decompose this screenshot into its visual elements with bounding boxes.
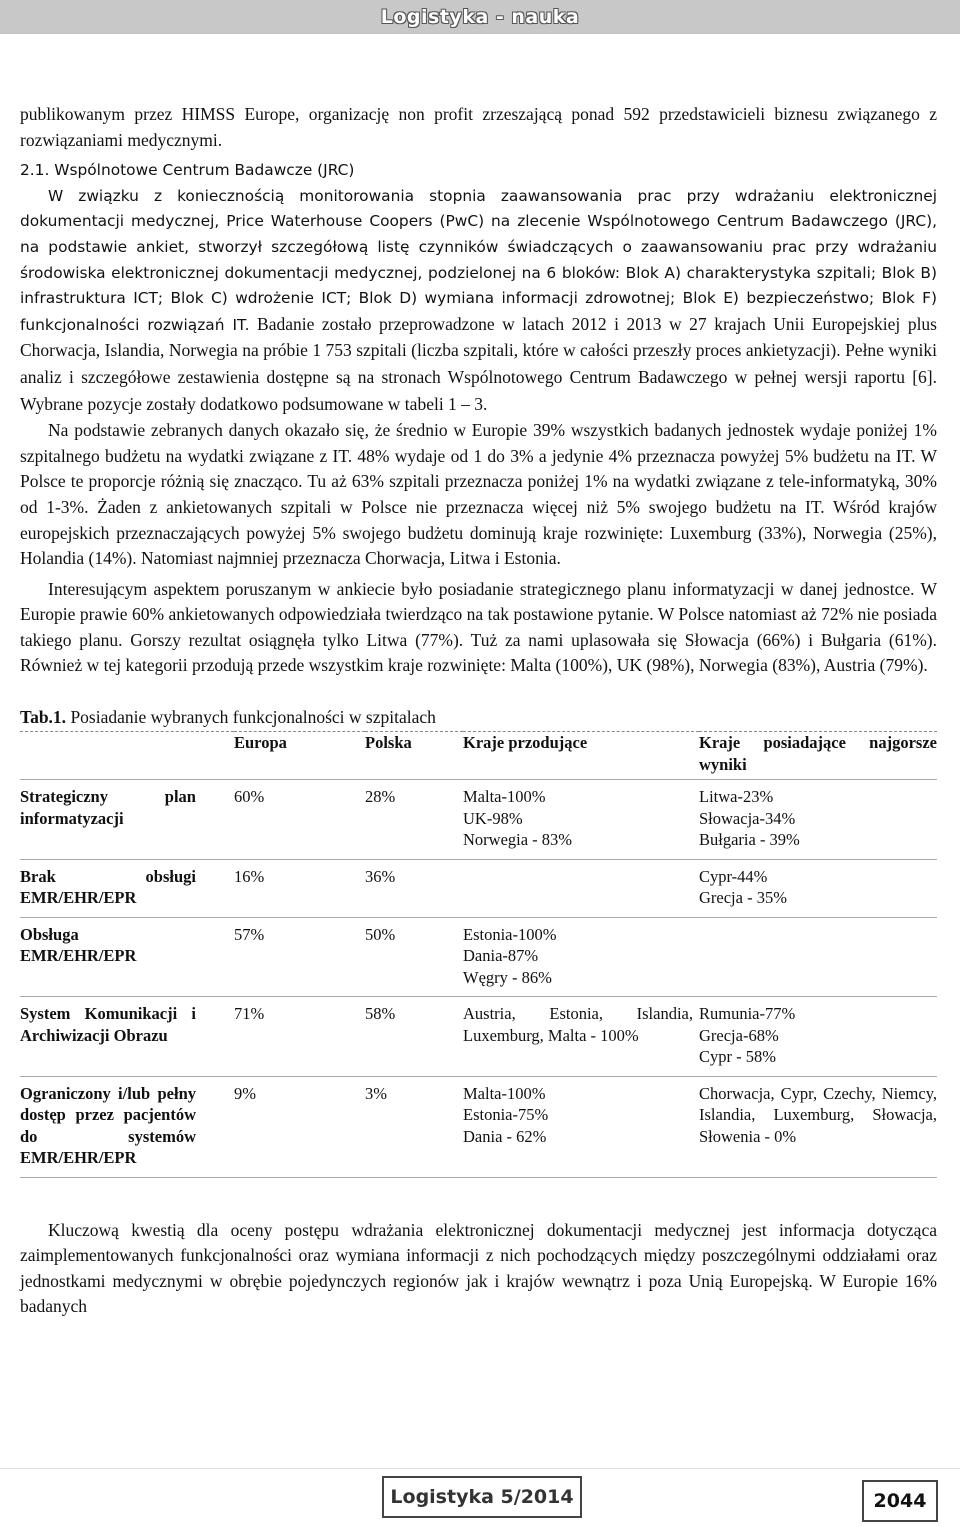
table-cell-line: Węgry - 86% xyxy=(463,967,552,987)
article-body xyxy=(20,102,937,1320)
table-cell-best xyxy=(463,859,699,917)
table-cell-line: UK-98% xyxy=(463,808,523,828)
header-title: Logistyka - nauka xyxy=(380,6,580,28)
table-cell-line: Grecja - 35% xyxy=(699,888,787,908)
table-header-cell xyxy=(20,732,234,780)
table-row xyxy=(20,859,937,917)
table-cell-europa: 57% xyxy=(234,924,265,944)
table-row-label: System Komunikacji i Archiwizacji Obrazu xyxy=(20,1004,196,1045)
table-cell-worst xyxy=(699,859,937,917)
table-cell-worst xyxy=(699,997,937,1077)
table-header-cell: Kraje przodujące xyxy=(463,733,588,753)
table-header-row xyxy=(20,732,937,780)
table-row-label: Ograniczony i/lub pełny dostęp przez pacjentów do systemów EMR/EHR/EPR xyxy=(20,1083,196,1168)
table-label: Tab.1. xyxy=(20,707,67,728)
paragraph-plan: Interesującym aspektem poruszanym w ankiecie było posiadanie strategicznego planu informatyzacji w danej jednostce. W Europie prawie 60% ankietowanych odpowiedziała twierdząco na tak postawione pytanie. W Polsce natomiast aż 72% nie posiada takiego planu. Gorszy rezultat osiągnęła tylko Litwa (77%). Tuż za nami uplasowała się Słowacja (66%) i Bułgaria (61%). Również w tej kategorii przodują przede wszystkim kraje rozwinięte: Malta (100%), UK (98%), Norwegia (83%), Austria (79%). xyxy=(20,578,937,676)
table-cell-line: Cypr - 58% xyxy=(699,1047,776,1067)
section-heading: 2.1. Wspólnotowe Centrum Badawcze (JRC) xyxy=(20,161,355,180)
table-cell-best xyxy=(463,917,699,997)
table-cell-line: Bułgaria - 39% xyxy=(699,830,800,850)
table-cell-line: Chorwacja, Cypr, Czechy, Niemcy, Islandia, Luxemburg, Słowacja, Słowenia - 0% xyxy=(699,1083,937,1146)
table-cell-line: Słowacja-34% xyxy=(699,808,796,828)
table-cell-line: Grecja-68% xyxy=(699,1025,779,1045)
table-cell-line: Austria, Estonia, Islandia, Luxemburg, Malta - 100% xyxy=(463,1004,693,1045)
table-row xyxy=(20,997,937,1077)
table-cell-polska: 3% xyxy=(365,1083,387,1103)
table-cell-line: Malta-100% xyxy=(463,1083,546,1103)
table-header-cell: Kraje posiadające najgorsze wyniki xyxy=(699,733,937,774)
table-row xyxy=(20,917,937,997)
footer-journal: Logistyka 5/2014 xyxy=(382,1476,582,1518)
functionality-table xyxy=(20,731,937,1178)
table-cell-worst xyxy=(699,780,937,860)
paragraph-jrc xyxy=(20,184,937,418)
table-cell-polska: 50% xyxy=(365,924,396,944)
footer-divider xyxy=(0,1468,960,1469)
table-caption xyxy=(20,705,937,729)
table-cell-line: Litwa-23% xyxy=(699,787,774,807)
table-caption-text: Posiadanie wybranych funkcjonalności w szpitalach xyxy=(66,707,436,728)
table-cell-line: Dania-87% xyxy=(463,946,539,966)
table-header-cell: Europa xyxy=(234,733,287,753)
paragraph-jrc-part1: W związku z koniecznością monitorowania stopnia zaawansowania prac przy wdrażaniu elektronicznej dokumentacji medycznej, Price Waterhouse Coopers (PwC) na zlecenie Wspólnotowego Centrum Badawczego (JRC), na podstawie ankiet, stworzył szczegółową listę czynników świadczących o zaawansowaniu prac przy wdrażaniu środowiska elektronicznej dokumentacji medycznej, podzielonej na 6 bloków: Blok A) charakterystyka szpitali; Blok B) infrastruktura ICT; Blok C) wdrożenie ICT; Blok D) wymiana informacji zdrowotnej; Blok E) bezpieczeństwo; Blok F) funkcjonalności rozwiązań IT. xyxy=(20,186,937,334)
table-cell-worst xyxy=(699,1076,937,1177)
table-header-cell: Polska xyxy=(365,733,412,753)
table-row-label: Obsługa EMR/EHR/EPR xyxy=(20,924,137,966)
table-cell-line: Estonia-75% xyxy=(463,1105,549,1125)
table-cell-best xyxy=(463,780,699,860)
paragraph-budget: Na podstawie zebranych danych okazało się, że średnio w Europie 39% wszystkich badanych jednostek wydaje poniżej 1% szpitalnego budżetu na wydatki związane z IT. 48% wydaje od 1 do 3% a jedynie 4% przeznacza powyżej 5% budżetu na IT. W Polsce te proporcje różnią się znacząco. Tu aż 63% szpitali przeznacza poniżej 1% na wydatki związane z tele-informatyką, 30% od 1-3%. Żaden z ankietowanych szpitali w Polsce nie przeznacza więcej niż 5% swojego budżetu na IT. Wśród krajów europejskich przeznaczających powyżej 5% swojego budżetu dominują kraje rozwinięte: Luxemburg (33%), Norwegia (25%), Holandia (14%). Natomiast najmniej przeznacza Chorwacja, Litwa i Estonia. xyxy=(20,420,937,569)
table-cell-line: Dania - 62% xyxy=(463,1126,547,1146)
table-cell-polska: 28% xyxy=(365,787,396,807)
table-cell-europa: 60% xyxy=(234,787,265,807)
table-cell-best xyxy=(463,1076,699,1177)
table-cell-europa: 71% xyxy=(234,1004,265,1024)
table-cell-line: Rumunia-77% xyxy=(699,1004,796,1024)
paragraph-functionality: Kluczową kwestią dla oceny postępu wdrażania elektronicznej dokumentacji medycznej jest informacja dotycząca zaimplementowanych funkcjonalności oraz wymiana informacji z nich pochodzących między poszczególnymi oddziałami oraz jednostkami medycznymi w obrębie pojedynczych regionów jak i krajów wewnątrz i poza Unią Europejską. W Europie 16% badanych xyxy=(20,1219,937,1317)
table-cell-line: Norwegia - 83% xyxy=(463,830,573,850)
paragraph-intro: publikowanym przez HIMSS Europe, organizację non profit zrzeszającą ponad 592 przedstawicieli biznesu związanego z rozwiązaniami medycznymi. xyxy=(20,104,937,150)
table-cell-worst xyxy=(699,917,937,997)
table-row xyxy=(20,1076,937,1177)
table-cell-europa: 16% xyxy=(234,866,265,886)
table-row xyxy=(20,780,937,860)
table-cell-best xyxy=(463,997,699,1077)
table-cell-europa: 9% xyxy=(234,1083,256,1103)
table-cell-line: Cypr-44% xyxy=(699,866,768,886)
table-cell-line: Estonia-100% xyxy=(463,924,557,944)
paragraph-jrc-part2: Badanie zostało przeprowadzone w latach 2012 i 2013 w 27 krajach Unii Europejskiej plus Chorwacja, Islandia, Norwegia na próbie 1 753 szpitali (liczba szpitali, które w całości przeszły proces ankietyzacji). Pełne wyniki analiz i szczegółowe zestawienia dostępne są na stronach Wspólnotowego Centrum Badawczego w pełnej wersji raportu [6]. Wybrane pozycje zostały dodatkowo podsumowane w tabeli 1 – 3. xyxy=(20,313,937,414)
table-cell-line: Malta-100% xyxy=(463,787,546,807)
page-header xyxy=(0,0,960,34)
footer-page-number: 2044 xyxy=(862,1480,938,1522)
table-row-label: Strategiczny plan informatyzacji xyxy=(20,787,196,828)
table-cell-polska: 36% xyxy=(365,866,396,886)
table-cell-polska: 58% xyxy=(365,1004,396,1024)
table-row-label: Brak obsługi EMR/EHR/EPR xyxy=(20,866,196,908)
